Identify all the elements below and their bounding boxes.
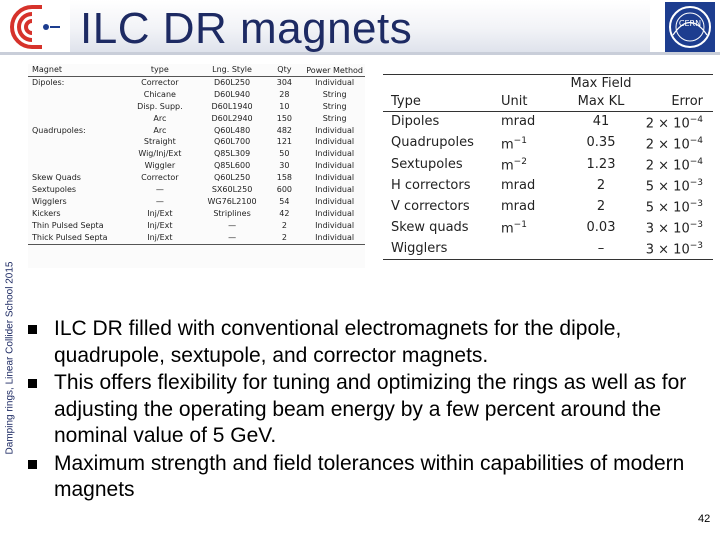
bullet-text: Maximum strength and field tolerances within capabilities of modern magnets	[54, 451, 685, 501]
table-cell: Thick Pulsed Septa	[32, 232, 108, 242]
table-cell	[28, 148, 120, 160]
table-cell-type: Wigglers	[383, 238, 498, 260]
error-times-ten: × 10	[654, 115, 690, 131]
table-row	[28, 101, 365, 113]
error-times-ten: × 10	[654, 158, 690, 174]
table-row	[28, 76, 365, 88]
table-row	[383, 154, 713, 175]
table-cell-max: 0.03	[586, 219, 616, 235]
table-row	[383, 133, 713, 154]
table-cell: Inj/Ext	[147, 208, 173, 218]
table-header-type: Type	[383, 93, 498, 111]
list-item	[28, 370, 718, 450]
table-cell-type: Quadrupoles	[391, 135, 474, 151]
error-exponent: −3	[689, 177, 703, 188]
unit-base: mrad	[501, 198, 536, 214]
table-cell-error	[640, 238, 713, 260]
error-exponent: −4	[689, 114, 703, 125]
table-cell-type: Sextupoles	[391, 156, 463, 172]
table-row	[28, 196, 365, 208]
slide-title: ILC DR magnets	[80, 4, 413, 53]
table-header-style: Lng. Style	[212, 65, 252, 74]
table-cell: WG76L2100	[207, 196, 257, 206]
table-cell: 600	[276, 185, 293, 195]
table-row	[383, 175, 713, 196]
table-cell: Disp. Supp.	[137, 101, 183, 111]
table-cell: Q85L600	[213, 161, 251, 171]
table-cell-max: 2	[596, 177, 606, 193]
table-cell: —	[155, 196, 164, 206]
error-times-ten: × 10	[654, 242, 690, 258]
table-header-qty: Qty	[277, 65, 292, 74]
error-mantissa: 2	[645, 158, 655, 174]
bullet-text: ILC DR filled with conventional electromagnets for the dipole, quadrupole, sextupole, and corrector magnets.	[54, 317, 622, 367]
table-cell	[28, 89, 120, 101]
table-header-magnet: Magnet	[32, 65, 63, 74]
table-cell-error	[640, 133, 713, 154]
table-row	[28, 184, 365, 196]
table-cell: —	[228, 232, 237, 242]
table-cell	[28, 101, 120, 113]
table-cell-error	[640, 111, 713, 133]
table-cell: Inj/Ext	[147, 232, 173, 242]
table-cell: Skew Quads	[32, 173, 81, 183]
unit-exponent: −1	[513, 220, 527, 231]
unit-base: mrad	[501, 114, 536, 130]
table-row	[28, 208, 365, 220]
table-cell: 482	[276, 125, 293, 135]
table-cell: 150	[276, 113, 293, 123]
table-row	[28, 136, 365, 148]
table-cell: String	[322, 89, 347, 99]
table-cell: Individual	[315, 196, 355, 206]
table-cell: 42	[279, 208, 290, 218]
sidebar-caption: Damping rings, Linear Collider School 2015	[4, 261, 16, 455]
unit-base: m	[501, 137, 514, 153]
table-cell: Individual	[315, 220, 355, 230]
table-row	[383, 111, 713, 133]
table-cell-unit	[498, 133, 562, 154]
table-row	[28, 148, 365, 160]
unit-exponent: −1	[513, 135, 527, 146]
table-cell: Individual	[315, 161, 355, 171]
table-row	[28, 89, 365, 101]
cern-logo-text: CERN	[678, 19, 702, 28]
error-times-ten: × 10	[654, 221, 690, 237]
table-cell: Thin Pulsed Septa	[32, 220, 104, 230]
table-cell	[28, 113, 120, 125]
table-cell-unit	[498, 217, 562, 238]
table-cell: Straight	[143, 137, 176, 147]
error-times-ten: × 10	[654, 137, 690, 153]
table-cell-error	[640, 196, 713, 217]
error-mantissa: 3	[645, 221, 655, 237]
table-cell: Individual	[315, 137, 355, 147]
sidebar	[0, 58, 20, 540]
table-cell: 304	[276, 77, 293, 87]
table-header-type: type	[150, 65, 169, 74]
table-cell: 28	[279, 89, 290, 99]
table-cell-type: H correctors	[391, 177, 471, 193]
error-mantissa: 2	[645, 115, 655, 131]
table-cell: D60L940	[214, 89, 251, 99]
table-header-max-kl: Max KL	[562, 93, 640, 111]
cern-logo-icon	[665, 2, 715, 52]
table-cell-max: 2	[596, 198, 606, 214]
error-exponent: −4	[689, 135, 703, 146]
table-row	[28, 232, 365, 244]
table-cell: 2	[281, 232, 287, 242]
error-mantissa: 2	[645, 137, 655, 153]
table-cell: Q60L480	[213, 125, 251, 135]
bullet-square-icon	[28, 460, 37, 469]
table-cell: Corrector	[141, 77, 179, 87]
table-cell-error	[640, 154, 713, 175]
table-cell-type: V correctors	[391, 198, 470, 214]
table-cell: Wig/Inj/Ext	[138, 149, 182, 159]
bullet-text: This offers flexibility for tuning and optimizing the rings as well as for adjusting the operating beam energy by a few percent around the nominal value of 5 GeV.	[54, 371, 687, 447]
table-cell: Individual	[315, 149, 355, 159]
table-row	[28, 125, 365, 137]
table-cell	[28, 136, 120, 148]
table-row	[28, 160, 365, 172]
table-cell: 54	[279, 196, 290, 206]
unit-base: m	[501, 158, 514, 174]
table-cell: D60L1940	[211, 101, 253, 111]
error-exponent: −3	[689, 220, 703, 231]
error-exponent: −3	[689, 199, 703, 210]
table-cell-max: –	[562, 238, 640, 260]
table-cell: 10	[279, 101, 290, 111]
table-header-unit: Unit	[498, 93, 562, 111]
table-cell-unit	[498, 175, 562, 196]
table-cell: Q85L309	[213, 149, 251, 159]
table-cell-unit	[498, 111, 562, 133]
table-cell: Chicane	[143, 89, 176, 99]
error-exponent: −4	[689, 156, 703, 167]
error-mantissa: 3	[645, 242, 655, 258]
table-cell: Q60L700	[213, 137, 251, 147]
table-cell: Sextupoles	[32, 185, 77, 195]
table-cell: Striplines	[213, 208, 251, 218]
unit-base: mrad	[501, 177, 536, 193]
list-item	[28, 316, 718, 369]
error-exponent: −3	[689, 241, 703, 252]
table-cell: Dipoles:	[32, 77, 65, 87]
table-cell-error	[640, 175, 713, 196]
table-cell: Quadrupoles:	[32, 125, 86, 135]
table-cell: 121	[276, 137, 293, 147]
magnet-inventory-table	[28, 64, 365, 268]
page-number: 42	[698, 513, 711, 525]
bullet-square-icon	[28, 325, 37, 334]
table-row	[383, 238, 713, 260]
table-cell: —	[228, 220, 237, 230]
table-cell-max: 0.35	[586, 135, 616, 151]
table-cell: Arc	[153, 113, 167, 123]
table-cell: —	[155, 185, 164, 195]
table-cell: D60L2940	[211, 113, 253, 123]
table-cell: String	[322, 101, 347, 111]
table-cell-unit	[498, 196, 562, 217]
table-cell: Individual	[315, 185, 355, 195]
table-cell: Individual	[315, 232, 355, 242]
table-cell: String	[322, 113, 347, 123]
table-cell-type: Skew quads	[391, 219, 469, 235]
table-cell-unit	[498, 238, 562, 260]
table-row	[383, 217, 713, 238]
unit-exponent: −2	[513, 156, 527, 167]
table-cell-unit	[498, 154, 562, 175]
error-times-ten: × 10	[654, 200, 690, 216]
error-mantissa: 5	[645, 200, 655, 216]
table-header-power: Power Method	[306, 65, 363, 75]
table-cell: Kickers	[32, 208, 61, 218]
table-cell: Wigglers	[32, 196, 67, 206]
table-cell: 50	[279, 149, 290, 159]
table-cell: 2	[281, 220, 287, 230]
field-tolerance-table	[383, 74, 713, 256]
error-times-ten: × 10	[654, 179, 690, 195]
table-cell: Individual	[315, 77, 355, 87]
table-header-error: Error	[640, 93, 713, 111]
accelerator-logo-icon	[2, 3, 62, 51]
table-cell: SX60L250	[211, 185, 253, 195]
table-cell: 30	[279, 161, 290, 171]
table-cell-max: 41	[592, 114, 610, 130]
header-bar	[0, 0, 720, 58]
table-cell: D60L250	[214, 77, 251, 87]
table-row	[28, 113, 365, 125]
table-cell-max: 1.23	[586, 156, 616, 172]
table-cell-error	[640, 217, 713, 238]
table-cell: Corrector	[141, 173, 179, 183]
table-cell: Individual	[315, 173, 355, 183]
table-cell: 158	[276, 173, 293, 183]
bullet-list	[28, 316, 718, 504]
table-cell: Arc	[153, 125, 167, 135]
bullet-square-icon	[28, 379, 37, 388]
table-cell: Q60L250	[213, 173, 251, 183]
unit-base: m	[501, 221, 514, 237]
list-item	[28, 451, 718, 504]
table-cell: Individual	[315, 208, 355, 218]
table-cell	[28, 160, 120, 172]
table-row	[383, 196, 713, 217]
table-cell: Individual	[315, 125, 355, 135]
table-row	[28, 220, 365, 232]
table-cell: Wiggler	[144, 161, 176, 171]
table-header-max-field: Max Field	[570, 76, 632, 91]
table-cell: Inj/Ext	[147, 220, 173, 230]
error-mantissa: 5	[645, 179, 655, 195]
table-cell-type: Dipoles	[391, 114, 440, 130]
table-row	[28, 172, 365, 184]
